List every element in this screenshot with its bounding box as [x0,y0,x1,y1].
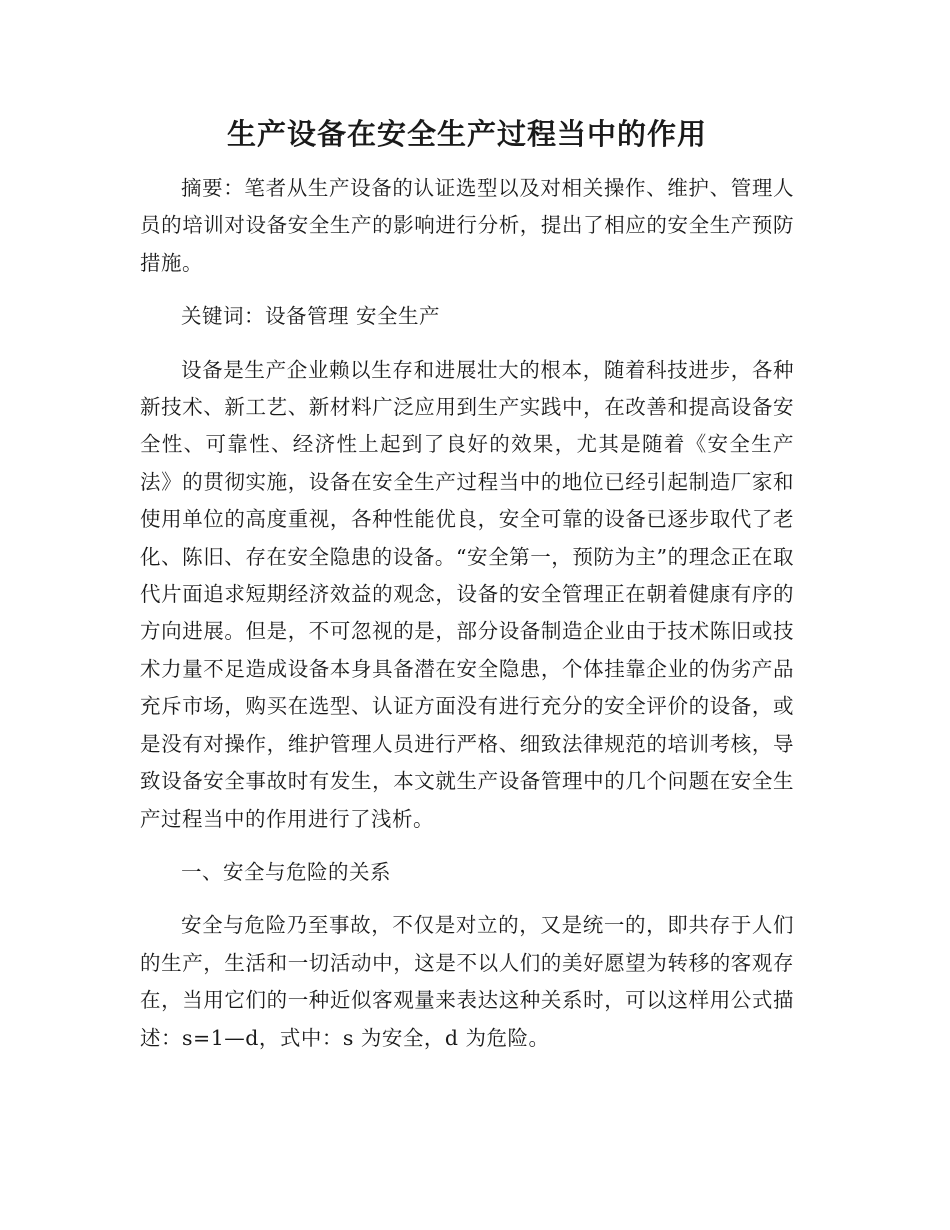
section-body-1: 安全与危险乃至事故，不仅是对立的，又是统一的，即共存于人们的生产，生活和一切活动中，这是不以人们的美好愿望为转移的客观存在，当用它们的一种近似客观量来表达这种关系时，可以这样用公式描述：s=1—d，式中：s 为安全，d 为危险。 [140,913,794,1050]
section-heading-1: 一、安全与危险的关系 [181,859,391,884]
document-title: 生产设备在安全生产过程当中的作用 [226,117,707,151]
keywords-line: 关键词：设备管理 安全生产 [181,304,441,329]
intro-paragraph: 设备是生产企业赖以生存和进展壮大的根本，随着科技进步，各种新技术、新工艺、新材料广泛应用到生产实践中，在改善和提高设备安全性、可靠性、经济性上起到了良好的效果，尤其是随着《安全生产法》的贯彻实施，设备在安全生产过程当中的地位已经引起制造厂家和使用单位的高度重视，各种性能优良，安全可靠的设备已逐步取代了老化、陈旧、存在安全隐患的设备。“安全第一，预防为主”的理念正在取代片面追求短期经济效益的观念，设备的安全管理正在朝着健康有序的方向进展。但是，不可忽视的是，部分设备制造企业由于技术陈旧或技术力量不足造成设备本身具备潜在安全隐患，个体挂靠企业的伪劣产品充斥市场，购买在选型、认证方面没有进行充分的安全评价的设备，或是没有对操作，维护管理人员进行严格、细致法律规范的培训考核，导致设备安全事故时有发生，本文就生产设备管理中的几个问题在安全生产过程当中的作用进行了浅析。 [140,357,794,831]
document-page [140,108,794,1057]
abstract-paragraph: 摘要：笔者从生产设备的认证选型以及对相关操作、维护、管理人员的培训对设备安全生产的影响进行分析，提出了相应的安全生产预防措施。 [140,176,794,275]
